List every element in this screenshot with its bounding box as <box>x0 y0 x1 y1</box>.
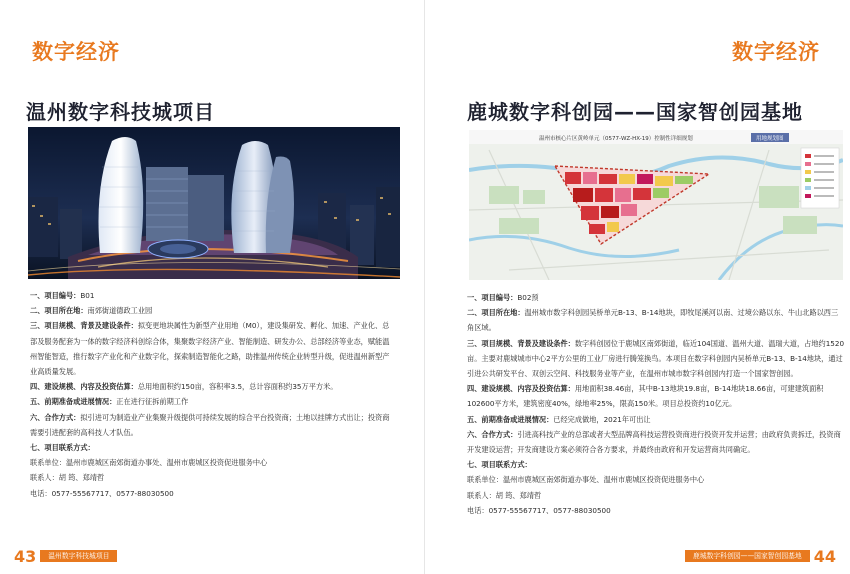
section-tag: 数字经济 <box>732 40 820 64</box>
page-number: 43 <box>14 546 37 566</box>
project-info-list <box>30 288 390 501</box>
info-label: 七、项目联系方式： <box>30 443 95 453</box>
info-label: 三、项目规模、背景及建设条件： <box>467 338 575 348</box>
contact-block <box>30 455 390 501</box>
info-text: 正在进行征拆前期工作 <box>116 397 189 407</box>
info-text: 用地面积38.46亩，其中B-13地块19.8亩，B-14地块18.66亩，可建建筑面积102600平方米，建筑密度40%，绿地率25%，限高150米。项目总投资约10亿元。 <box>467 384 824 409</box>
info-text: B02预 <box>517 293 539 302</box>
info-label: 一、项目编号： <box>30 291 81 300</box>
contact-block <box>467 472 845 518</box>
info-label: 四、建设规模、内容及投资估算： <box>467 384 575 394</box>
contact-person: 联系人：胡 筠、郑靖哲 <box>30 473 105 483</box>
info-item <box>30 440 390 455</box>
info-text: 拟变更地块属性为新型产业用地（M0），建设集研发、孵化、加速、产业化、总部及服务配套为一体的数字经济科创综合体，集聚数字经济产业、智能制造、研发办公、总部经济等业态，赋能温州智能智造，推行数字产业化和产业数字化，探索制造智能化之路，助推温州传统企业转型升级，促进温州新型产业高质量发展。 <box>30 321 390 377</box>
project-title: 温州数字科技城项目 <box>26 100 215 124</box>
info-text: 拟引进可为制造业产业集聚升级提供可持续发展的综合平台投资商；土地以挂牌方式出让；投资商需要引进配套的高科技人才队伍。 <box>30 412 390 437</box>
map-tag: 用地规划图 <box>756 136 784 142</box>
footer-title: 鹿城数字科创园——国家智创园基地 <box>685 550 810 562</box>
info-item <box>467 290 845 305</box>
info-text: 温州城市数字科创园吴桥单元B-13、B-14地块，即牧尾溪河以南、过境公路以东、牛山北路以西三角区域。 <box>467 308 839 333</box>
footer-title: 温州数字科技城项目 <box>40 550 117 562</box>
project-rendering-image <box>28 127 400 279</box>
contact-phone: 电话：0577-55567717、0577-88030500 <box>30 488 174 498</box>
info-item <box>30 379 390 394</box>
info-text: 数字科创园位于鹿城区南郊街道，临近104国道、温州大道、温瑞大道，占地约1520亩。主要对鹿城城市中心2平方公里的工业厂房进行腾笼换鸟。本项目在数字科创园内吴桥单元B-13、B-14地块，通过引进公共研发平台、双创云空间、科技服务业等产业，在温州市城市数字科创园内打造一个国家智创园。 <box>467 338 845 379</box>
info-label: 二、项目所在地： <box>30 306 88 316</box>
info-item <box>467 305 845 335</box>
info-label: 六、合作方式： <box>467 429 518 439</box>
page-number: 44 <box>813 546 836 566</box>
right-page <box>425 0 850 574</box>
info-text: 南郊街道德政工业园 <box>87 306 153 316</box>
section-tag: 数字经济 <box>32 40 120 64</box>
info-text: 总用地面积约150亩，容积率3.5，总计容面积约35万平方米。 <box>137 382 338 392</box>
info-text: 已经完成做地，2021年可出让 <box>553 414 651 424</box>
info-item <box>30 303 390 318</box>
info-item <box>467 427 845 457</box>
info-label: 二、项目所在地： <box>467 308 525 318</box>
info-item <box>467 457 845 472</box>
contact-unit: 联系单位：温州市鹿城区南郊街道办事处、温州市鹿城区投资促进服务中心 <box>467 475 705 485</box>
land-use-plan-map <box>469 130 843 280</box>
info-item <box>30 288 390 303</box>
info-label: 六、合作方式： <box>30 412 81 422</box>
info-item <box>467 336 845 382</box>
map-caption: 温州市核心片区黄岭单元（0577-WZ-HX-19）控制性详细规划 <box>539 136 693 142</box>
info-label: 四、建设规模、内容及投资估算： <box>30 382 138 392</box>
info-item <box>467 412 845 427</box>
page-footer <box>685 548 836 564</box>
info-label: 五、前期准备或进展情况： <box>467 414 554 424</box>
info-text: B01 <box>80 291 95 300</box>
project-info-list <box>467 290 845 518</box>
page-footer <box>14 548 117 564</box>
contact-person: 联系人：胡 筠、郑靖哲 <box>467 490 542 500</box>
info-item <box>30 318 390 379</box>
info-item <box>467 381 845 411</box>
project-title: 鹿城数字科创园——国家智创园基地 <box>467 100 803 124</box>
info-text: 引进高科技产业的总部或者大型品牌高科技运营投资商进行投资开发并运营；由政府负责拆迁，投资商开发建设运营；开发商建设方案必须符合各方要求，并最终由政府和开发运营商共同确定。 <box>467 429 841 455</box>
contact-phone: 电话：0577-55567717、0577-88030500 <box>467 505 611 515</box>
info-label: 五、前期准备或进展情况： <box>30 397 117 407</box>
info-item <box>30 410 390 440</box>
info-label: 三、项目规模、背景及建设条件： <box>30 321 138 331</box>
info-label: 七、项目联系方式： <box>467 460 532 470</box>
info-label: 一、项目编号： <box>467 293 518 302</box>
info-item <box>30 394 390 409</box>
contact-unit: 联系单位：温州市鹿城区南郊街道办事处、温州市鹿城区投资促进服务中心 <box>30 458 268 468</box>
